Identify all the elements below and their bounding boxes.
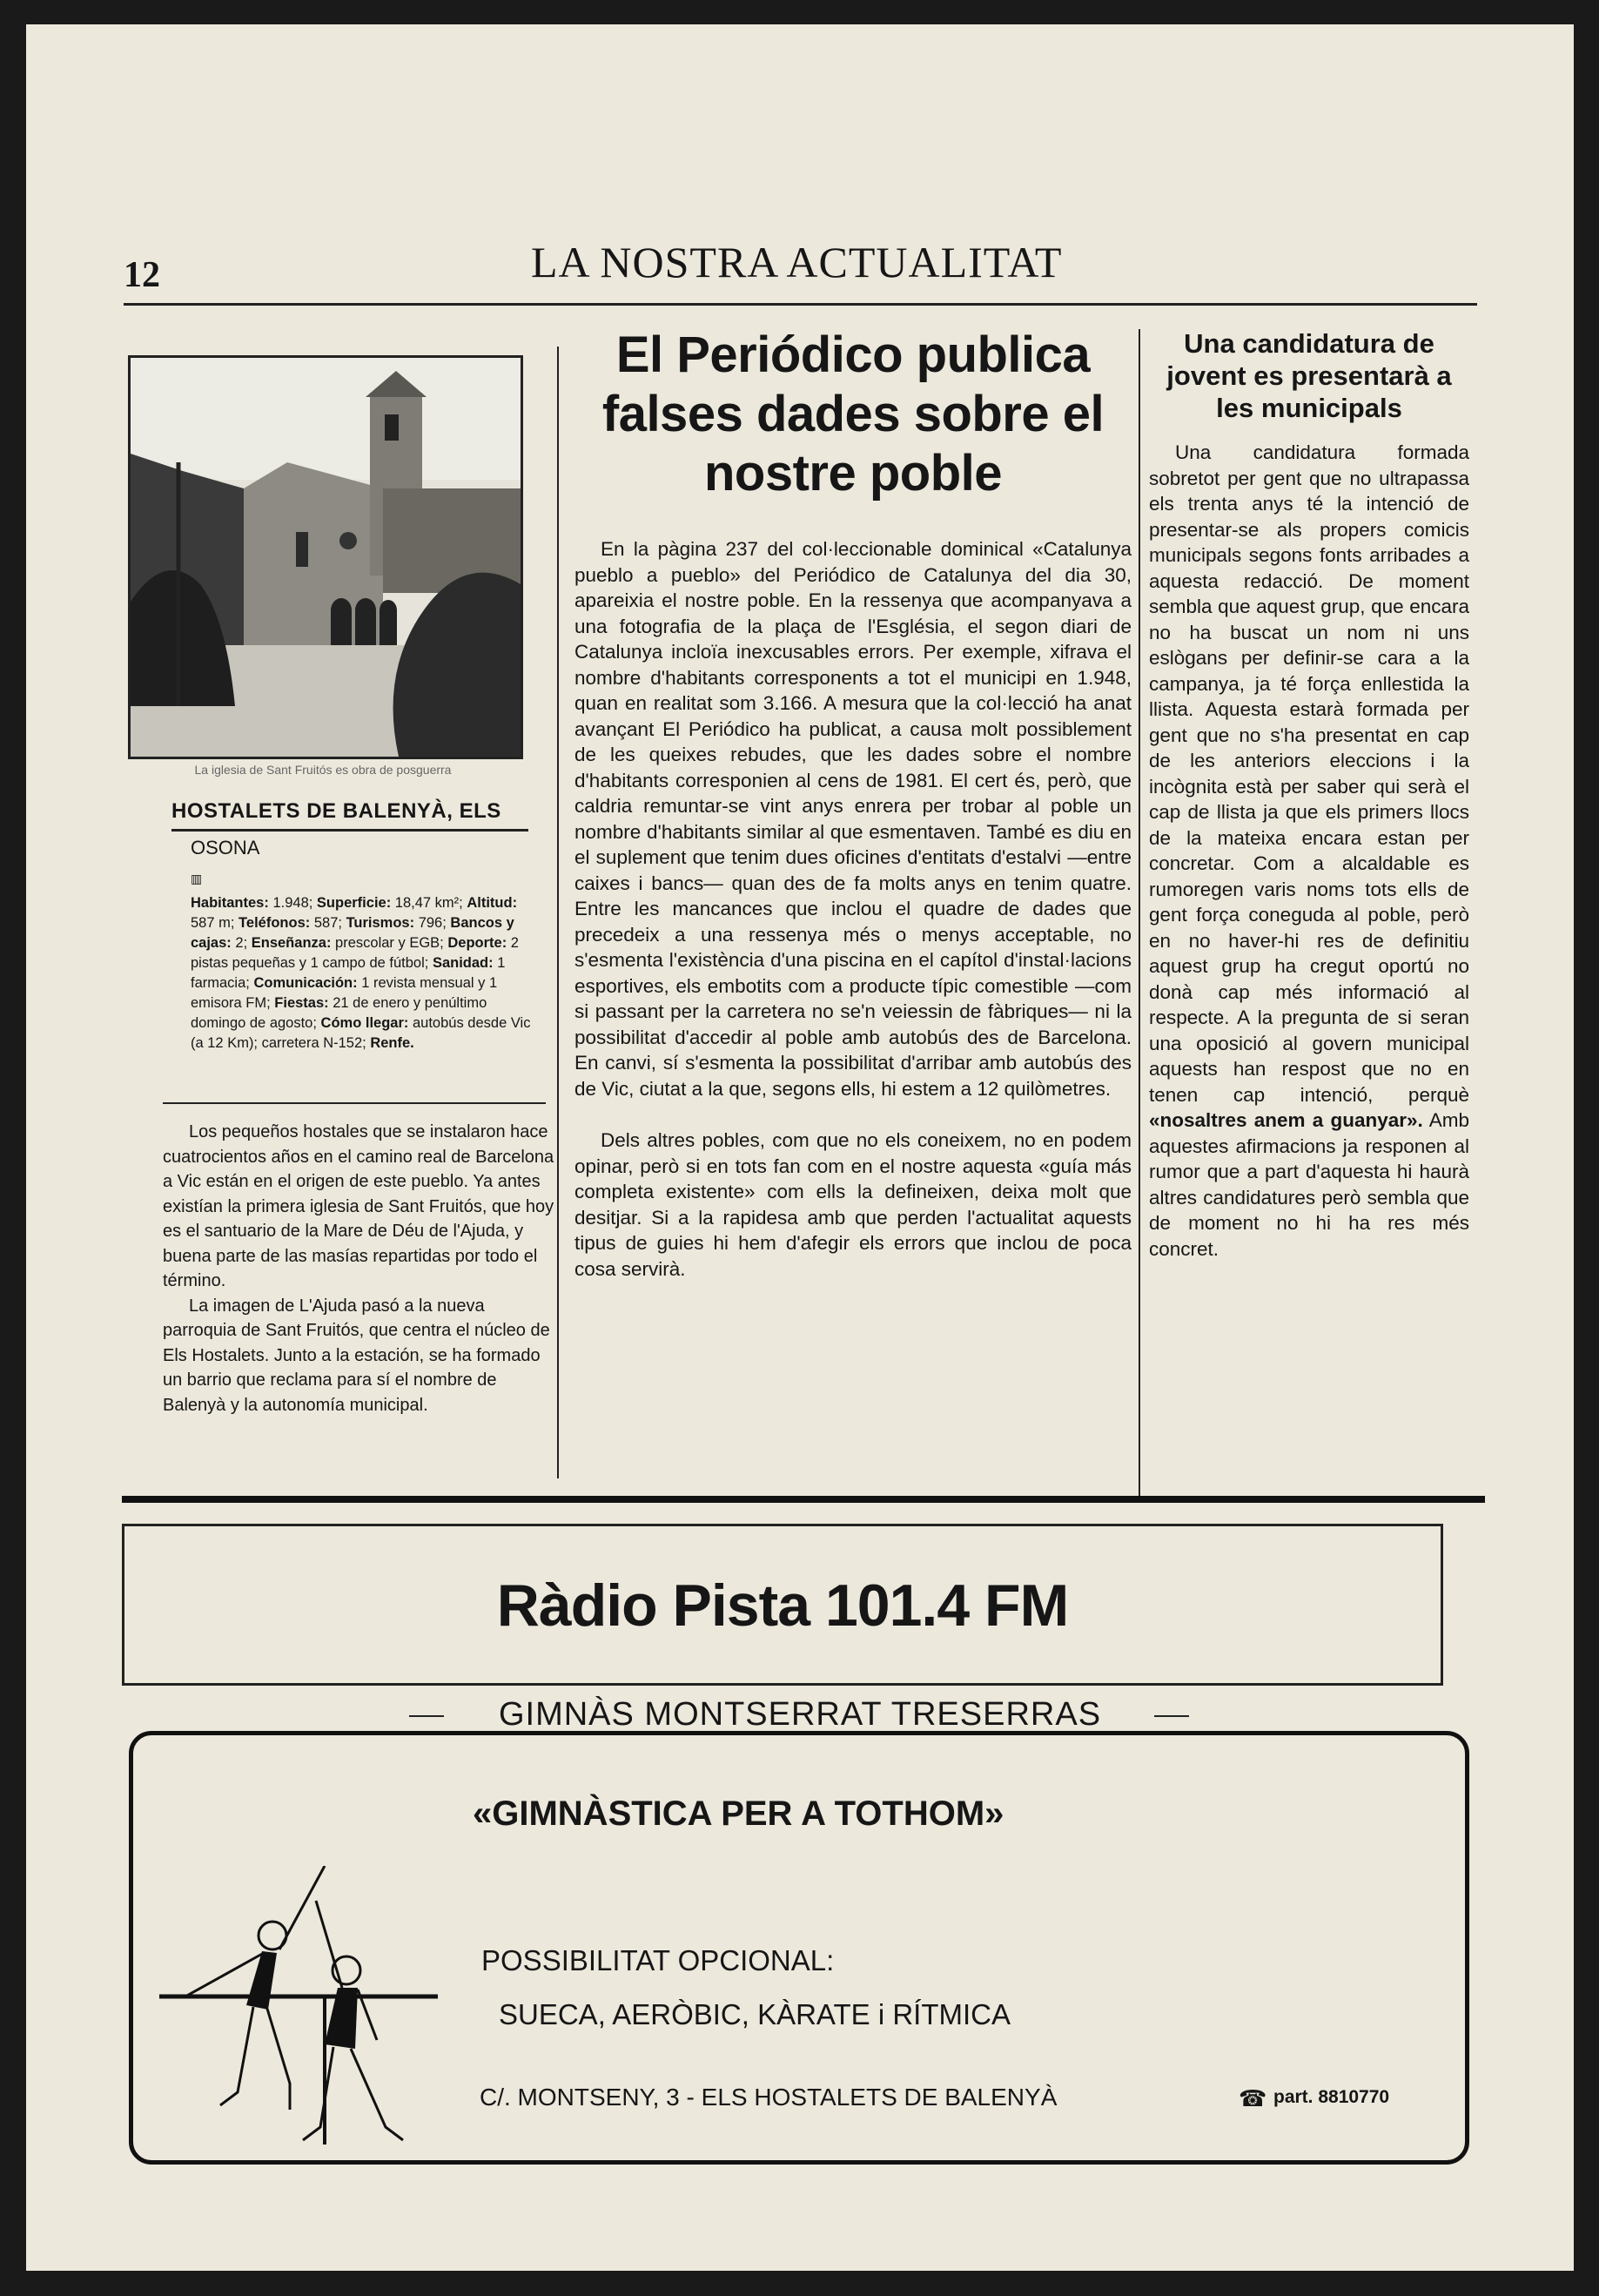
side-article-quote: «nosaltres anem a guanyar». [1149, 1109, 1423, 1131]
gym-name-text: GIMNÀS MONTSERRAT TRESERRAS [490, 1696, 1110, 1733]
fact-value: 587; [313, 915, 342, 931]
section-divider [122, 1496, 1485, 1503]
town-description [163, 1120, 554, 1417]
page-number: 12 [124, 255, 160, 295]
radio-ad-text: Ràdio Pista 101.4 FM [496, 1572, 1069, 1639]
fact-label: Renfe. [370, 1035, 414, 1051]
fact-label: Deporte: [447, 935, 507, 951]
fact-item [191, 895, 317, 911]
fact-label: Fiestas: [274, 995, 329, 1011]
fact-value: 2; [235, 935, 248, 951]
side-article-headline: Una candidatura de jovent es presentarà a les municipals [1166, 328, 1452, 423]
town-facts [191, 893, 539, 1054]
phone-icon: ☎ [1239, 2085, 1267, 2111]
region-label: OSONA [191, 837, 260, 858]
side-article [1149, 327, 1469, 1494]
fact-value: 1.948; [272, 895, 313, 911]
photo-caption: La iglesia de Sant Fruitós es obra de posguerra [194, 763, 452, 777]
town-description-paragraph: Los pequeños hostales que se instalaron hace cuatrocientos años en el camino real de Barcelona a Vic están en el origen de este pueblo. Ya antes existían la primera iglesia de Sant Fruitós, que hoy es el santuario de la Mare de Déu de l'Ajuda, y buena parte de las masías repartidas por todo el término. [163, 1122, 554, 1290]
fact-item [239, 915, 346, 931]
main-article-paragraph: En la pàgina 237 del col·leccionable dominical «Catalunya pueblo a pueblo» del Periódico de Catalunya del dia 30, apareixia el nostre poble. En la ressenya que acompanyava a una fotografia de la plaça de l'Església, el segon diari de Catalunya incloïa inexcusables errors. Per exemple, xifrava el nombre d'habitants corresponents a tot el municipi en 1.948, quan en realitat som 3.166. A mesura que la col·lecció ha anat avançant El Periódico ha publicat, a causa molt possiblement de les queixes rebudes, que les dades sobre el nombre d'habitants corresponien al cens de 1981. El cert és, però, que caldria remuntar-se vint anys enrera per trobar al poble un nombre d'habitants similar al que esmentaven. També es diu en el suplement que tenim dues oficines d'entitats d'estalvi —entre caixes i bancs— quan des de fa molts anys en tenim quatre. Entre les mancances que inclou el quadre de dades que precedeix a una ressenya més o menys acceptable, no s'esmenta l'existència d'una piscina en el capítol d'instal·lacions esportives, els embotits com a producte típic comestible —com si passant per la carretera no se'n veiessin de fàbriques— ni la possibilitat d'accedir al poble amb autobús des de Barcelona. En canvi, sí s'esmenta la possibilitat d'arribar amb autobús des de Vic, ciutat a la que, segons ells, hi estem a 12 quilòmetres. [574, 538, 1132, 1100]
fact-label: Teléfonos: [239, 915, 311, 931]
fact-value: 1 farmacia; [191, 955, 506, 991]
fact-label: Sanidad: [432, 955, 494, 971]
side-article-text-continued: Amb aquestes afirmacions ja responen al rumor que a part d'aquesta hi haurà altres candidatures però sembla que de moment no hi ha res més concret. [1149, 1109, 1469, 1260]
fact-label: Habitantes: [191, 895, 269, 911]
fact-label: Cómo llegar: [320, 1015, 409, 1031]
radio-advertisement [122, 1524, 1443, 1686]
fact-value: autobús desde Vic (a 12 Km); carretera N-152; [191, 1015, 531, 1051]
facts-rule [163, 1102, 546, 1104]
fact-value: 2 pistas pequeñas y 1 campo de fútbol; [191, 935, 519, 971]
place-title-rule [171, 829, 528, 832]
fact-item [252, 935, 448, 951]
column-divider [557, 347, 559, 1478]
gym-phone: part. 8810770 [1273, 2087, 1390, 2107]
fact-item [317, 895, 467, 911]
main-article-headline: El Periódico publica falses dades sobre el nostre poble [601, 327, 1105, 502]
fact-value: 18,47 km²; [394, 895, 463, 911]
page-header [124, 225, 1477, 312]
gym-advertisement [129, 1731, 1469, 2165]
section-title: LA NOSTRA ACTUALITAT [531, 238, 1063, 286]
fact-label: Turismos: [346, 915, 415, 931]
gym-name [26, 1696, 1574, 1734]
main-article [574, 320, 1132, 1487]
side-article-body [1149, 440, 1469, 1262]
church-photo [128, 355, 523, 759]
fact-value: 796; [418, 915, 447, 931]
gym-address: C/. MONTSENY, 3 - ELS HOSTALETS DE BALENYÀ [480, 2084, 1058, 2111]
side-article-paragraph [1149, 440, 1469, 1262]
town-description-paragraph: La imagen de L'Ajuda pasó a la nueva parroquia de Sant Fruitós, que centra el núcleo de Els Hostalets. Junto a la estación, se ha formado un barrio que reclama para sí el nombre de Balenyà y la autonomía municipal. [163, 1296, 550, 1415]
gym-activities: SUECA, AERÒBIC, KÀRATE i RÍTMICA [499, 1998, 1011, 2030]
fact-value: prescolar y EGB; [335, 935, 444, 951]
map-icon: ▥ [191, 872, 203, 885]
fact-value: 1 revista mensual y 1 emisora FM; [191, 975, 498, 1011]
fact-label: Bancos y cajas: [191, 915, 514, 951]
fact-label: Comunicación: [253, 975, 358, 991]
fact-value: 21 de enero y penúltimo domingo de agosto; [191, 995, 487, 1031]
fact-item [370, 1035, 413, 1051]
town-profile-column [128, 327, 557, 1494]
church-photo-image [131, 358, 521, 757]
dancers-illustration-icon [159, 1866, 464, 2153]
gym-motto: «GIMNÀSTICA PER A TOTHOM» [473, 1794, 1004, 1833]
place-title: HOSTALETS DE BALENYÀ, ELS [171, 799, 501, 823]
gym-optional-label: POSSIBILITAT OPCIONAL: [481, 1944, 835, 1976]
fact-item [346, 915, 451, 931]
side-article-text: Una candidatura formada sobretot per gent que no ultrapassa els trenta anys té la intenció de presentar-se als propers comicis municipals segons fonts arribades a aquesta redacció. De moment sembla que aquest grup, que encara no ha buscat un nom ni uns eslògans per definir-se cara a la campanya, ja té força enllestida la llista. Aquesta estarà formada per gent que no s'ha presentat en cap de les anteriors eleccions i la incògnita està per saber qui serà el cap de llista ja que els primers llocs de la mateixa encara estan per concretar. Com a alcaldable es rumoregen varis noms tots ells de gent força coneguda al poble, però en no haver-hi res de definitiu aquest grup ha cregut oportú no donà cap més informació al respecte. A la pregunta de si seran una oposició al govern municipal aquests han respost que no en tenen cap intenció, perquè [1149, 441, 1469, 1106]
column-divider [1139, 329, 1140, 1496]
newspaper-page [26, 24, 1574, 2271]
main-article-body [574, 536, 1132, 1282]
header-rule [124, 303, 1477, 306]
fact-label: Altitud: [467, 895, 518, 911]
fact-value: 587 m; [191, 915, 235, 931]
fact-label: Enseñanza: [251, 935, 332, 951]
fact-label: Superficie: [316, 895, 392, 911]
main-article-paragraph: Dels altres pobles, com que no els coneixem, no en podem opinar, però si en tots fan com en el nostre aquesta «guía más completa existente» com ells la defineixen, deixa molt que desitjar. Si a la rapidesa amb que perden l'actualitat aquests tipus de guies hi hem d'afegir els errors que inclou de poca cosa servirà. [574, 1129, 1132, 1280]
